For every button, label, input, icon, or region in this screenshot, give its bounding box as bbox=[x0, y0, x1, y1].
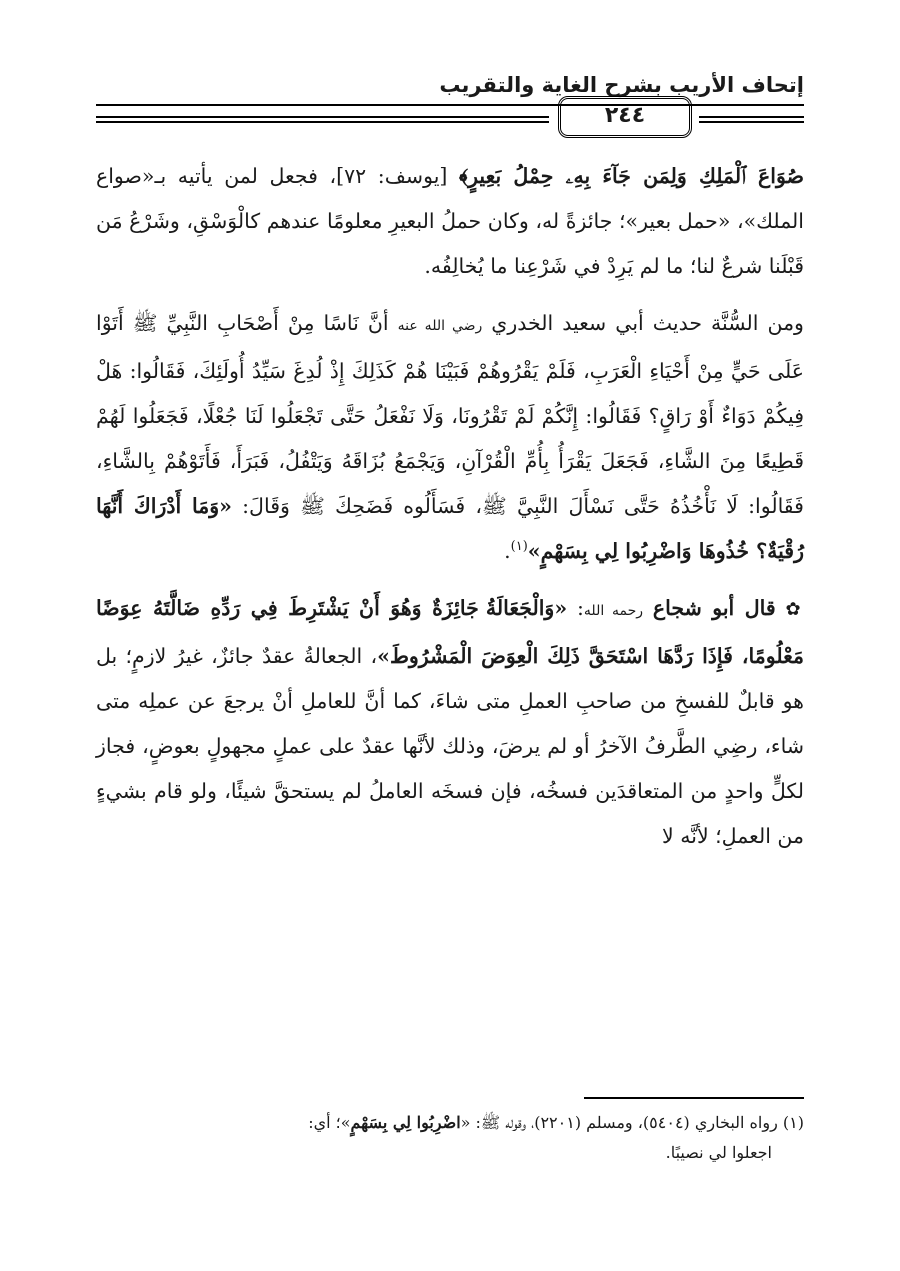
honorific-salla: ﷺ bbox=[480, 1113, 501, 1132]
page-number-ornament bbox=[96, 116, 804, 123]
paragraph-2 bbox=[96, 301, 804, 574]
footnote-source: (١) رواه البخاري (٥٤٠٤)، ومسلم (٢٢٠١)، وقوله bbox=[505, 1113, 804, 1132]
page-number-row bbox=[96, 90, 804, 150]
paragraph-3: ✿ قال أبو شجاع رحمه الله: «وَالْجَعَالَةُ جَائِزَةٌ وَهُوَ أَنْ يَشْتَرِطَ فِي رَدِّهِ ضَالَّتَهُ عِوَضًا مَعْلُومًا، فَإِذَا رَدَّهَا اسْتَحَقَّ ذَلِكَ الْعِوَضَ الْمَشْرُوطَ»، الجعالةُ عقدٌ جائزٌ، غيرُ لازمٍ؛ بل هو قابلٌ للفسخِ من صاحبِ العملِ متى شاءَ، كما أنَّ للعاملِ أنْ يرجعَ عن عملِه متى شاء، رضِي الطَّرفُ الآخرُ أو لم يرضَ، وذلك لأنَّها عقدٌ على عملٍ مجهولٍ بعوضٍ، فجاز لكلٍّ واحدٍ من المتعاقدَين فسخُه، فإن فسخَه العاملُ لم يستحقَّ شيئًا، ولو قام بشيءٍ من العملِ؛ لأنَّه لا bbox=[96, 596, 804, 848]
footnote bbox=[96, 1108, 804, 1168]
matn-text: «وَالْجَعَالَةُ جَائِزَةٌ وَهُوَ أَنْ يَشْتَرِطَ فِي رَدِّهِ ضَالَّتَهُ عِوَضًا مَعْلُومًا، فَإِذَا رَدَّهَا اسْتَحَقَّ ذَلِكَ الْعِوَضَ الْمَشْرُوطَ» bbox=[96, 596, 804, 668]
footnote-reference: (١) bbox=[510, 539, 528, 555]
prophet-quote: «وَمَا أَدْرَاكَ أَنَّهَا رُقْيَةٌ؟ خُذُوهَا وَاضْرِبُوا لِي بِسَهْمٍ» bbox=[96, 494, 804, 563]
page-header bbox=[96, 70, 804, 150]
hadith-text-1: أنَّ نَاسًا مِنْ أَصْحَابِ النَّبِيِّ bbox=[166, 311, 389, 335]
paragraph-3-text: ، الجعالةُ عقدٌ جائزٌ، غيرُ لازمٍ؛ بل هو قابلٌ للفسخِ من صاحبِ العملِ متى شاءَ، كما أنَّ للعاملِ أنْ يرجعَ عن عملِه متى شاء، رضِي الطَّرفُ الآخرُ أو لم يرضَ، وذلك لأنَّها عقدٌ على عملٍ مجهولٍ بعوضٍ، فجاز لكلٍّ واحدٍ من المتعاقدَين فسخُه، فإن فسخَه العاملُ لم يستحقَّ شيئًا، ولو قام بشيءٍ من العملِ؛ لأنَّه لا bbox=[96, 644, 804, 848]
main-text bbox=[96, 154, 804, 859]
book-title: إتحاف الأريب بشرح الغاية والتقريب bbox=[439, 73, 804, 97]
quran-verse: صُوَاعَ ٱلْمَلِكِ وَلِمَن جَآءَ بِهِۦ حِمْلُ بَعِيرٍ﴾ bbox=[459, 164, 804, 188]
paragraph-1-text: ، فجعل لمن يأتيه بـ«صواع الملك»، «حمل بعير»؛ جائزةً له، وكان حملُ البعيرِ معلومًا عندهم كالْوَسْقِ، وشَرْعُ مَن قَبْلَنا شرعٌ لنا؛ ما لم يَرِدْ في شَرْعِنا ما يُخالِفُه. bbox=[96, 164, 804, 278]
hadith-intro: ومن السُّنَّة حديث أبي سعيد الخدري bbox=[491, 311, 804, 335]
flower-icon: ✿ bbox=[785, 599, 804, 620]
footnote-quote: اضْرِبُوا لِي بِسَهْمٍ bbox=[350, 1113, 461, 1132]
honorific-salla: ﷺ bbox=[482, 494, 507, 518]
honorific-salla: ﷺ bbox=[300, 494, 325, 518]
hadith-text-4: وَقَالَ: bbox=[242, 494, 290, 518]
honorific-salla: ﷺ bbox=[132, 311, 158, 335]
hadith-text-2: أَتَوْا عَلَى حَيٍّ مِنْ أَحْيَاءِ الْعَرَبِ، فَلَمْ يَقْرُوهُمْ فَبَيْنَا هُمْ كَذَلِكَ إِذْ لُدِغَ سَيِّدُ أُولَئِكَ، فَقَالُوا: هَلْ فِيكُمْ دَوَاءٌ أَوْ رَاقٍ؟ فَقَالُوا: إِنَّكُمْ لَمْ تَقْرُونَا، وَلَا نَفْعَلُ حَتَّى تَجْعَلُوا لَنَا جُعْلًا، فَجَعَلُوا لَهُمْ قَطِيعًا مِنَ الشَّاءِ، فَجَعَلَ يَقْرَأُ بِأُمِّ الْقُرْآنِ، وَيَجْمَعُ بُزَاقَهُ وَيَتْفُلُ، فَبَرَأَ، فَأَتَوْهُمْ بِالشَّاءِ، فَقَالُوا: لَا نَأْخُذُهُ حَتَّى نَسْأَلَ النَّبِيَّ bbox=[96, 311, 804, 518]
footnote-line-2: اجعلوا لي نصيبًا. bbox=[665, 1143, 772, 1162]
page-number: ٢٤٤ bbox=[558, 96, 692, 138]
ornament-line-left bbox=[96, 116, 549, 123]
paragraph-1 bbox=[96, 154, 804, 289]
honorific-rahimahullah: رحمه الله bbox=[583, 603, 644, 619]
hadith-end: . bbox=[504, 539, 511, 563]
author-label: قال أبو شجاع bbox=[652, 596, 776, 620]
footnote-divider bbox=[584, 1097, 804, 1099]
verse-reference: [يوسف: ٧٢] bbox=[336, 164, 448, 188]
footnote-punct-open: : « bbox=[460, 1113, 481, 1132]
footnote-line-1 bbox=[96, 1108, 804, 1138]
hadith-text-3: ، فَسَأَلُوه فَضَحِكَ bbox=[335, 494, 482, 518]
ornament-line-right bbox=[699, 116, 804, 123]
honorific-radiallahu: رضي الله عنه bbox=[397, 318, 483, 334]
footnote-punct-close: »؛ أي: bbox=[308, 1113, 351, 1132]
